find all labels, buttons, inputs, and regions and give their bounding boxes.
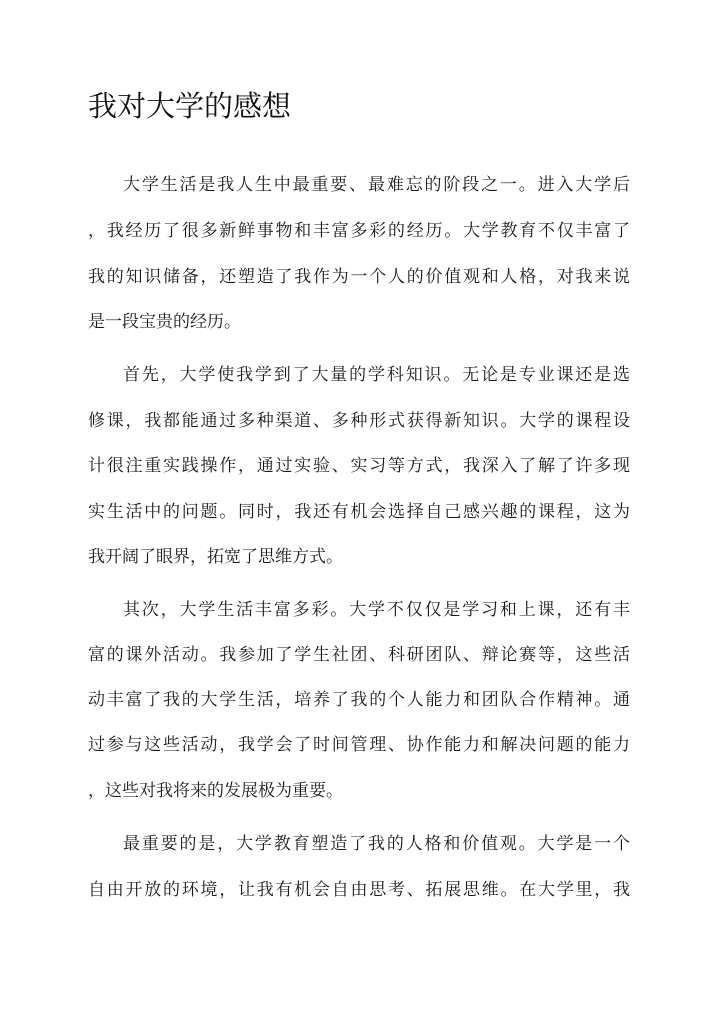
text-line: 修课，我都能通过多种渠道、多种形式获得新知识。大学的课程设 xyxy=(88,411,630,431)
text-line: 首先，大学使我学到了大量的学科知识。无论是专业课还是选 xyxy=(123,365,630,385)
text-line: 动丰富了我的大学生活，培养了我的个人能力和团队合作精神。通 xyxy=(88,690,630,710)
text-line: 是一段宝贵的经历。 xyxy=(88,312,241,332)
text-line: 我开阔了眼界，拓宽了思维方式。 xyxy=(88,547,343,567)
document-title: 我对大学的感想 xyxy=(88,89,292,123)
text-line: 自由开放的环境，让我有机会自由思考、拓展思维。在大学里，我 xyxy=(88,880,630,900)
text-line: 其次，大学生活丰富多彩。大学不仅仅是学习和上课，还有丰 xyxy=(123,600,630,620)
text-line: ，我经历了很多新鲜事物和丰富多彩的经历。大学教育不仅丰富了 xyxy=(88,221,630,241)
text-line: 富的课外活动。我参加了学生社团、科研团队、辩论赛等，这些活 xyxy=(88,645,630,665)
text-line: 计很注重实践操作，通过实验、实习等方式，我深入了解了许多现 xyxy=(88,456,630,476)
text-line: 大学生活是我人生中最重要、最难忘的阶段之一。进入大学后 xyxy=(123,175,630,195)
text-line: 最重要的是，大学教育塑造了我的人格和价值观。大学是一个 xyxy=(123,834,630,854)
text-line: 过参与这些活动，我学会了时间管理、协作能力和解决问题的能力 xyxy=(88,735,630,755)
text-line: 我的知识储备，还塑造了我作为一个人的价值观和人格，对我来说 xyxy=(88,267,630,287)
text-line: 实生活中的问题。同时，我还有机会选择自己感兴趣的课程，这为 xyxy=(88,502,630,522)
text-line: ，这些对我将来的发展极为重要。 xyxy=(88,781,343,801)
